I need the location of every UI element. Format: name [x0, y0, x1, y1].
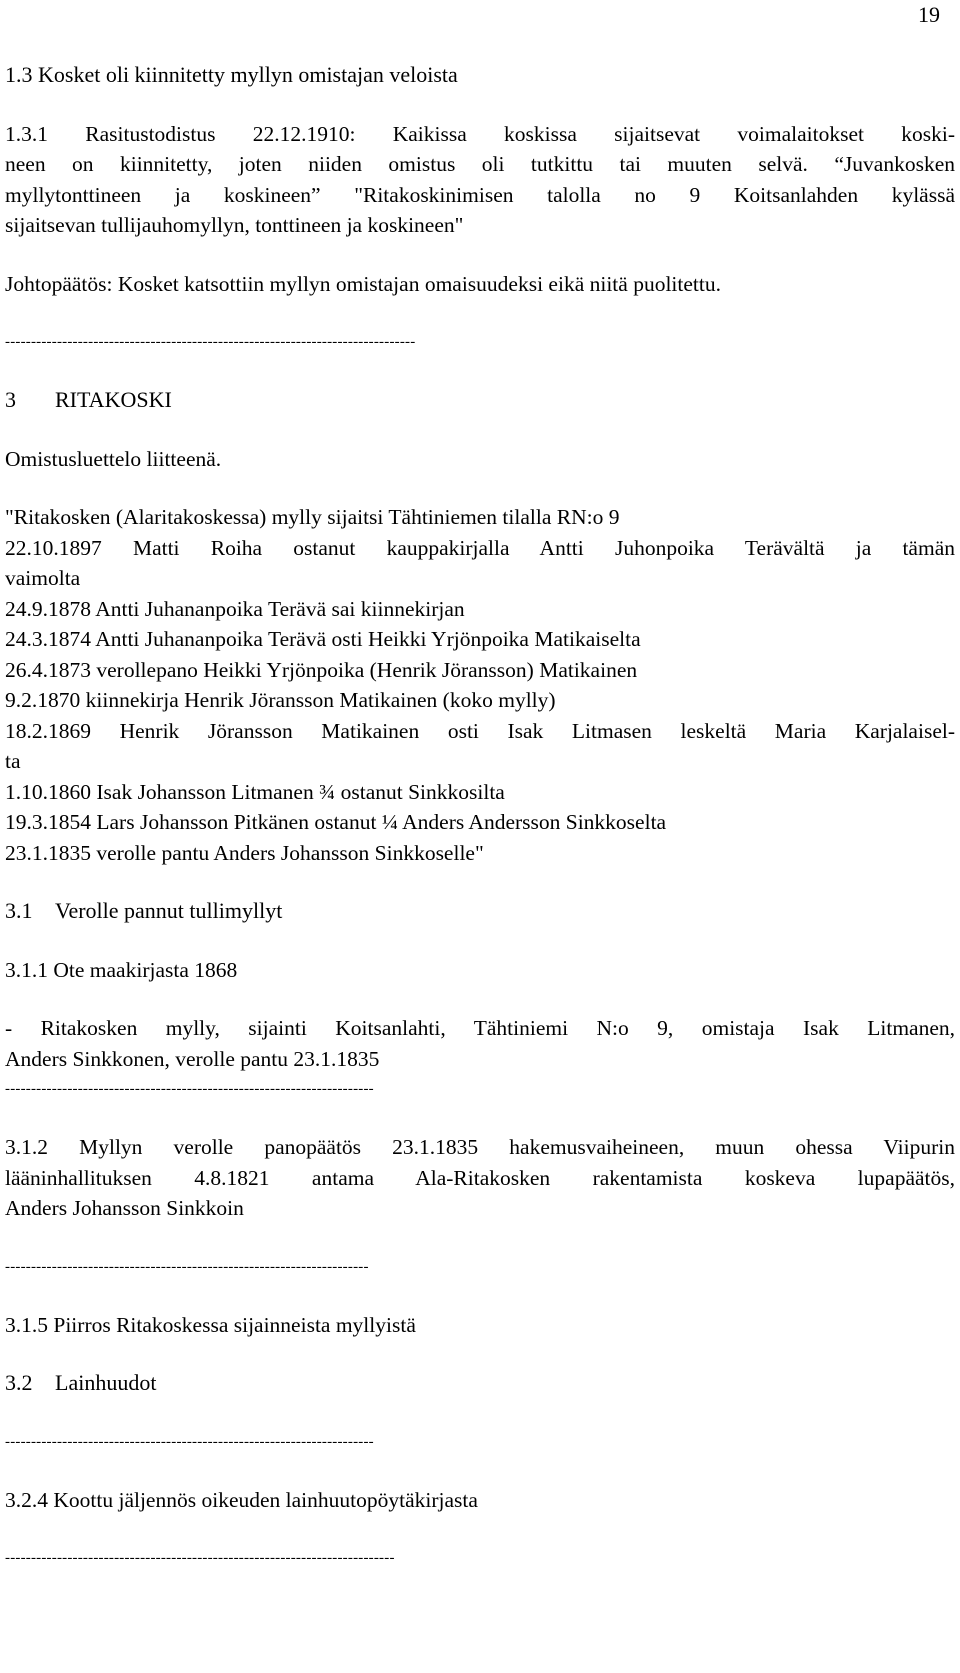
section-heading-3-1-1: 3.1.1 Ote maakirjasta 1868: [5, 957, 238, 982]
text-line: myllytonttineen ja koskineen” "Ritakoskinimisen talolla no 9 Koitsanlahden kylässä: [5, 182, 955, 207]
text-line: neen on kiinnitetty, joten niiden omistus oli tutkittu tai muuten selvä. “Juvankosken: [5, 152, 955, 176]
text-line: Anders Johansson Sinkkoin: [5, 1196, 244, 1220]
chapter-heading-ritakoski: [5, 385, 955, 416]
conclusion-text: Johtopäätös: Kosket katsottiin myllyn omistajan omaisuudeksi eikä niitä puolitettu.: [5, 271, 721, 296]
heading-title: RITAKOSKI: [55, 387, 172, 412]
paragraph-rasitustodistus: [5, 119, 955, 241]
text-line: - Ritakosken mylly, sijainti Koitsanlahti, Tähtiniemi N:o 9, omistaja Isak Litmanen,: [5, 1016, 955, 1040]
heading-number: 3.2: [5, 1370, 33, 1395]
text-line: 3.1.2 Myllyn verolle panopäätös 23.1.1835 hakemusvaiheineen, muun ohessa Viipurin: [5, 1135, 955, 1159]
list-item: 26.4.1873 verollepano Heikki Yrjönpoika (Henrik Jöransson) Matikainen: [5, 657, 638, 682]
separator-line: -----------------------------------------------------------------------: [5, 1433, 374, 1450]
list-item: 24.3.1874 Antti Juhananpoika Terävä osti Heikki Yrjönpoika Matikaiselta: [5, 627, 641, 651]
owners-note: Omistusluettelo liitteenä.: [5, 446, 222, 471]
heading-number: 3.1: [5, 898, 33, 923]
paragraph-maakirja: [5, 1013, 955, 1074]
text-line: 1.3.1 Rasitustodistus 22.12.1910: Kaikissa koskissa sijaitsevat voimalaitokset koski-: [5, 121, 955, 146]
section-heading-3-2-4: 3.2.4 Koottu jäljennös oikeuden lainhuutopöytäkirjasta: [5, 1487, 478, 1512]
paragraph-verolle-panopaatos: [5, 1132, 955, 1224]
text-line: sijaitsevan tullijauhomyllyn, tonttineen ja koskineen": [5, 213, 464, 237]
heading-number: 3: [5, 387, 16, 412]
list-item: 9.2.1870 kiinnekirja Henrik Jöransson Matikainen (koko mylly): [5, 688, 556, 712]
ownership-list: [5, 502, 955, 868]
list-item: 23.1.1835 verolle pantu Anders Johansson Sinkkoselle": [5, 840, 484, 865]
section-heading-1-3: 1.3 Kosket oli kiinnitetty myllyn omistajan veloista: [5, 62, 458, 87]
list-item: vaimolta: [5, 566, 81, 590]
text-line: lääninhallituksen 4.8.1821 antama Ala-Ritakosken rakentamista koskeva lupapäätös,: [5, 1165, 955, 1190]
section-heading-3-2: [5, 1368, 955, 1399]
separator-line: -------------------------------------------------------------------------------: [5, 334, 416, 350]
list-item: 18.2.1869 Henrik Jöransson Matikainen osti Isak Litmasen leskeltä Maria Karjalaisel-: [5, 718, 955, 743]
section-heading-3-1-5: 3.1.5 Piirros Ritakoskessa sijainneista myllyistä: [5, 1312, 416, 1337]
separator-line: ---------------------------------------------------------------------------: [5, 1550, 395, 1566]
list-item: ta: [5, 749, 21, 773]
text-line: Anders Sinkkonen, verolle pantu 23.1.1835: [5, 1046, 380, 1071]
document-body: [5, 60, 955, 1573]
list-item: "Ritakosken (Alaritakoskessa) mylly sijaitsi Tähtiniemen tilalla RN:o 9: [5, 505, 620, 529]
heading-title: Lainhuudot: [55, 1370, 157, 1395]
list-item: 24.9.1878 Antti Juhananpoika Terävä sai kiinnekirjan: [5, 596, 465, 621]
section-heading-3-1: [5, 896, 955, 927]
page-number: 19: [918, 2, 940, 27]
separator-line: ----------------------------------------------------------------------: [5, 1258, 369, 1275]
separator-line: -----------------------------------------------------------------------: [5, 1081, 374, 1097]
list-item: 19.3.1854 Lars Johansson Pitkänen ostanut ¼ Anders Andersson Sinkkoselta: [5, 810, 667, 834]
heading-title: Verolle pannut tullimyllyt: [55, 898, 283, 923]
list-item: 22.10.1897 Matti Roiha ostanut kauppakirjalla Antti Juhonpoika Terävältä ja tämän: [5, 535, 955, 560]
list-item: 1.10.1860 Isak Johansson Litmanen ¾ ostanut Sinkkosilta: [5, 779, 505, 804]
